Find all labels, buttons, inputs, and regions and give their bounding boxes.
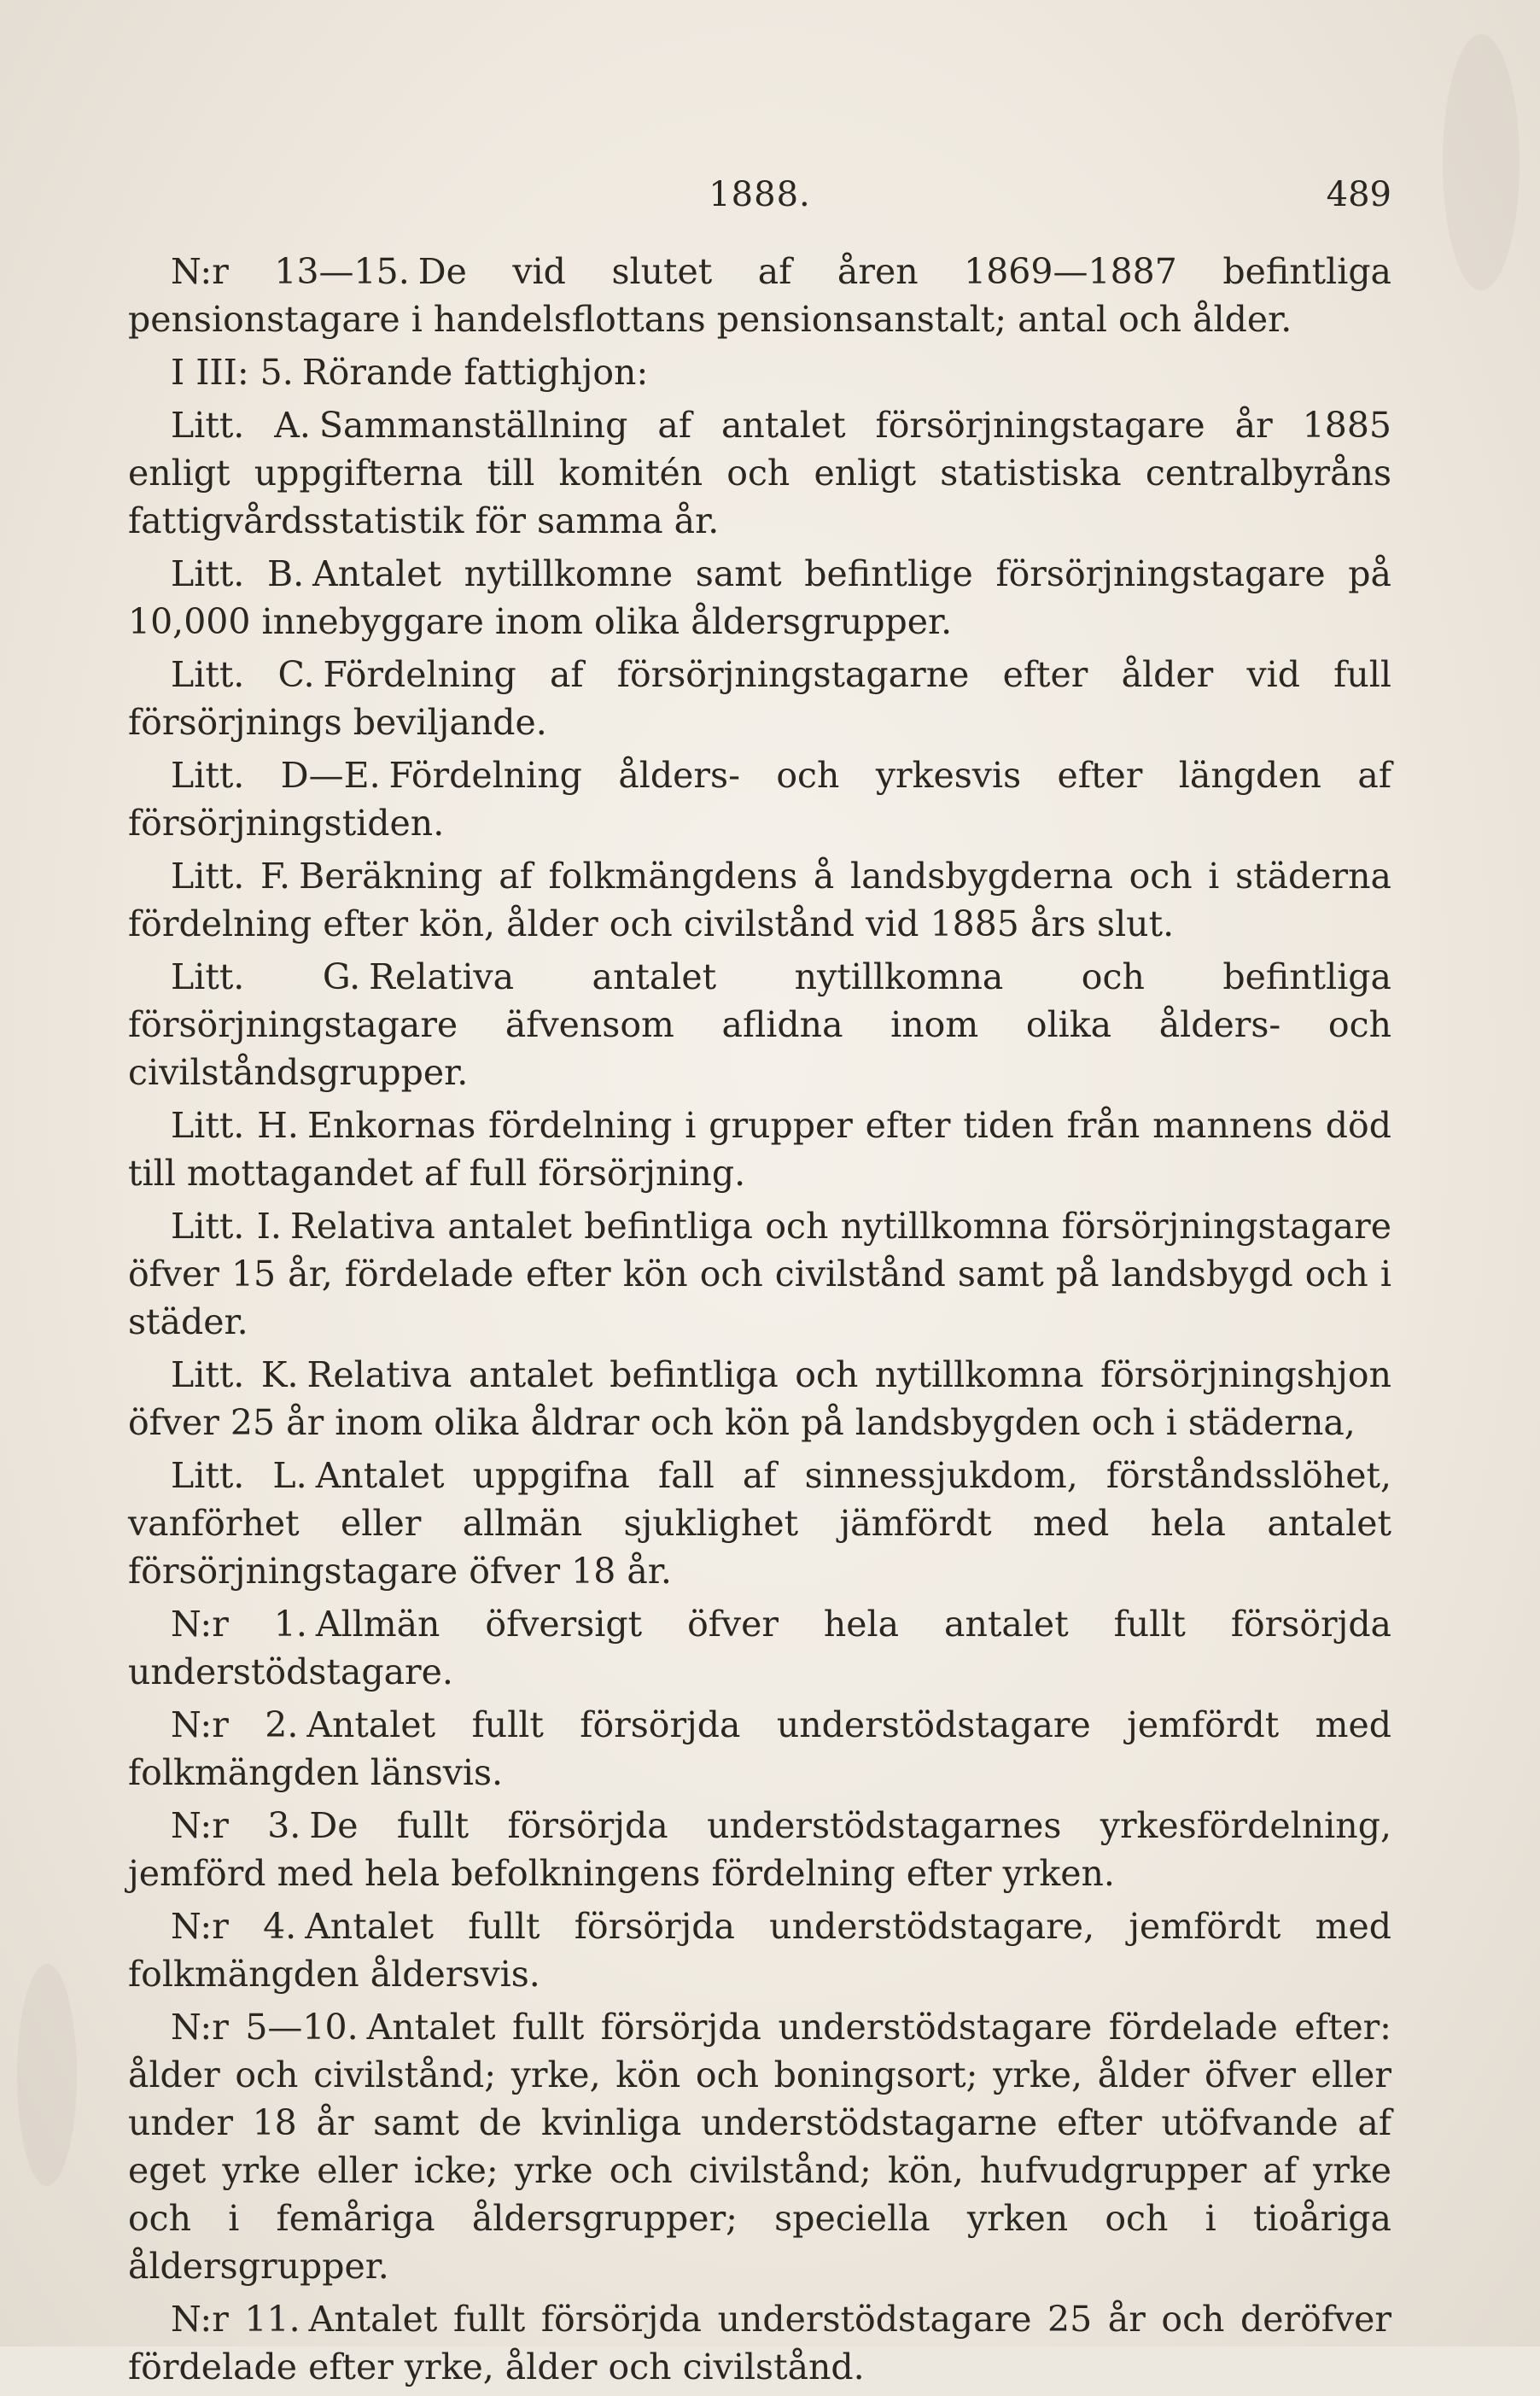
entry-text: Antalet nytillkomne samt befintlige försörjningstagare på 10,000 innebyggare inom olika åldersgrupper. <box>128 553 1391 642</box>
entry-label: Litt. H. <box>171 1105 299 1146</box>
entry-text: De vid slutet af åren 1869—1887 befintliga pensionstagare i handelsflottans pensionsanstalt; antal och ålder. <box>128 251 1392 340</box>
paper-stain <box>17 1964 77 2186</box>
entry-label: Litt. D—E. <box>171 755 381 796</box>
entry-label: N:r 13—15. <box>171 251 410 292</box>
list-item <box>128 751 1391 847</box>
list-item <box>128 1102 1391 1197</box>
list-item <box>128 2295 1391 2391</box>
list-item <box>128 1452 1391 1595</box>
list-item <box>128 401 1391 545</box>
entry-label: N:r 4. <box>171 1906 297 1947</box>
entry-text: Beräkning af folkmängdens å landsbygderna och i städerna fördelning efter kön, ålder och civilstånd vid 1885 års slut. <box>128 856 1391 944</box>
list-item <box>128 1600 1391 1696</box>
entry-text: Antalet fullt försörjda understödstagare fördelade efter: ålder och civilstånd; yrke, kön och boningsort; yrke, ålder öfver eller under 18 år samt de kvinliga understödstagarne efter utöfvande af eget yrke eller icke; yrke och civilstånd; kön, hufvudgrupper af yrke och i femåriga åldersgrupper; speciella yrken och i tioåriga åldersgrupper. <box>128 2007 1391 2287</box>
entry-text: Enkornas fördelning i grupper efter tiden från mannens död till mottagandet af full försörjning. <box>128 1105 1391 1194</box>
entry-text: Fördelning ålders- och yrkesvis efter längden af försörjningstiden. <box>128 755 1391 844</box>
page-header <box>128 175 1391 226</box>
entry-label: Litt. C. <box>171 654 315 695</box>
entry-text: Antalet fullt försörjda understödstagare 25 år och deröfver fördelade efter yrke, ålder och civilstånd. <box>128 2299 1392 2387</box>
list-item <box>128 248 1391 343</box>
entry-text: Relativa antalet befintliga och nytillkomna försörjningstagare öfver 15 år, fördelade efter kön och civilstånd samt på landsbygd och i städer. <box>128 1206 1391 1342</box>
list-item <box>128 1351 1391 1446</box>
entry-text: Relativa antalet befintliga och nytillkomna försörjningshjon öfver 25 år inom olika åldrar och kön på landsbygden och i städerna, <box>128 1354 1391 1443</box>
entry-text: Antalet fullt försörjda understödstagare jemfördt med folkmängden länsvis. <box>128 1704 1392 1793</box>
list-item <box>128 348 1391 396</box>
entry-text: Relativa antalet nytillkomna och befintliga försörjningstagare äfvensom aflidna inom olika ålders- och civilståndsgrupper. <box>128 956 1392 1093</box>
entry-text: Allmän öfversigt öfver hela antalet fullt försörjda understödstagare. <box>128 1604 1392 1692</box>
entry-label: Litt. G. <box>171 956 361 997</box>
list-item <box>128 1802 1391 1897</box>
paper-stain <box>1443 34 1520 290</box>
entry-text: Rörande fattighjon: <box>301 352 649 393</box>
entry-label: Litt. L. <box>171 1455 307 1496</box>
entry-text: Antalet uppgifna fall af sinnessjukdom, förståndsslöhet, vanförhet eller allmän sjuklighet jämfördt med hela antalet försörjningstagare öfver 18 år. <box>128 1455 1391 1592</box>
entry-label: N:r 2. <box>171 1704 299 1745</box>
entry-label: N:r 1. <box>171 1604 307 1645</box>
contents-list <box>128 248 1391 2396</box>
list-item <box>128 550 1391 646</box>
list-item <box>128 1902 1391 1998</box>
entry-text: Antalet fullt försörjda understödstagare, jemfördt med folkmängden åldersvis. <box>128 1906 1392 1995</box>
entry-text: Fördelning af försörjningstagarne efter ålder vid full försörjnings beviljande. <box>128 654 1391 743</box>
entry-label: N:r 5—10. <box>171 2007 359 2048</box>
list-item <box>128 1701 1391 1797</box>
entry-label: Litt. K. <box>171 1354 299 1395</box>
page-number: 489 <box>1326 175 1391 214</box>
list-item <box>128 1202 1391 1346</box>
entry-label: Litt. A. <box>171 405 311 446</box>
entry-label: Litt. F. <box>171 856 291 897</box>
entry-label: Litt. I. <box>171 1206 282 1247</box>
entry-label: I III: 5. <box>171 352 294 393</box>
entry-label: Litt. B. <box>171 553 305 594</box>
list-item <box>128 2003 1391 2290</box>
list-item <box>128 651 1391 746</box>
header-year: 1888. <box>709 175 811 214</box>
list-item <box>128 852 1391 948</box>
entry-label: N:r 11. <box>171 2299 300 2340</box>
entry-text: De fullt försörjda understödstagarnes yrkesfördelning, jemförd med hela befolkningens fördelning efter yrken. <box>128 1805 1391 1894</box>
entry-text: Sammanställning af antalet försörjningstagare år 1885 enligt uppgifterna till komitén och enligt statistiska centralbyråns fattigvårdsstatistik för samma år. <box>128 405 1391 541</box>
list-item <box>128 953 1391 1096</box>
entry-label: N:r 3. <box>171 1805 301 1846</box>
